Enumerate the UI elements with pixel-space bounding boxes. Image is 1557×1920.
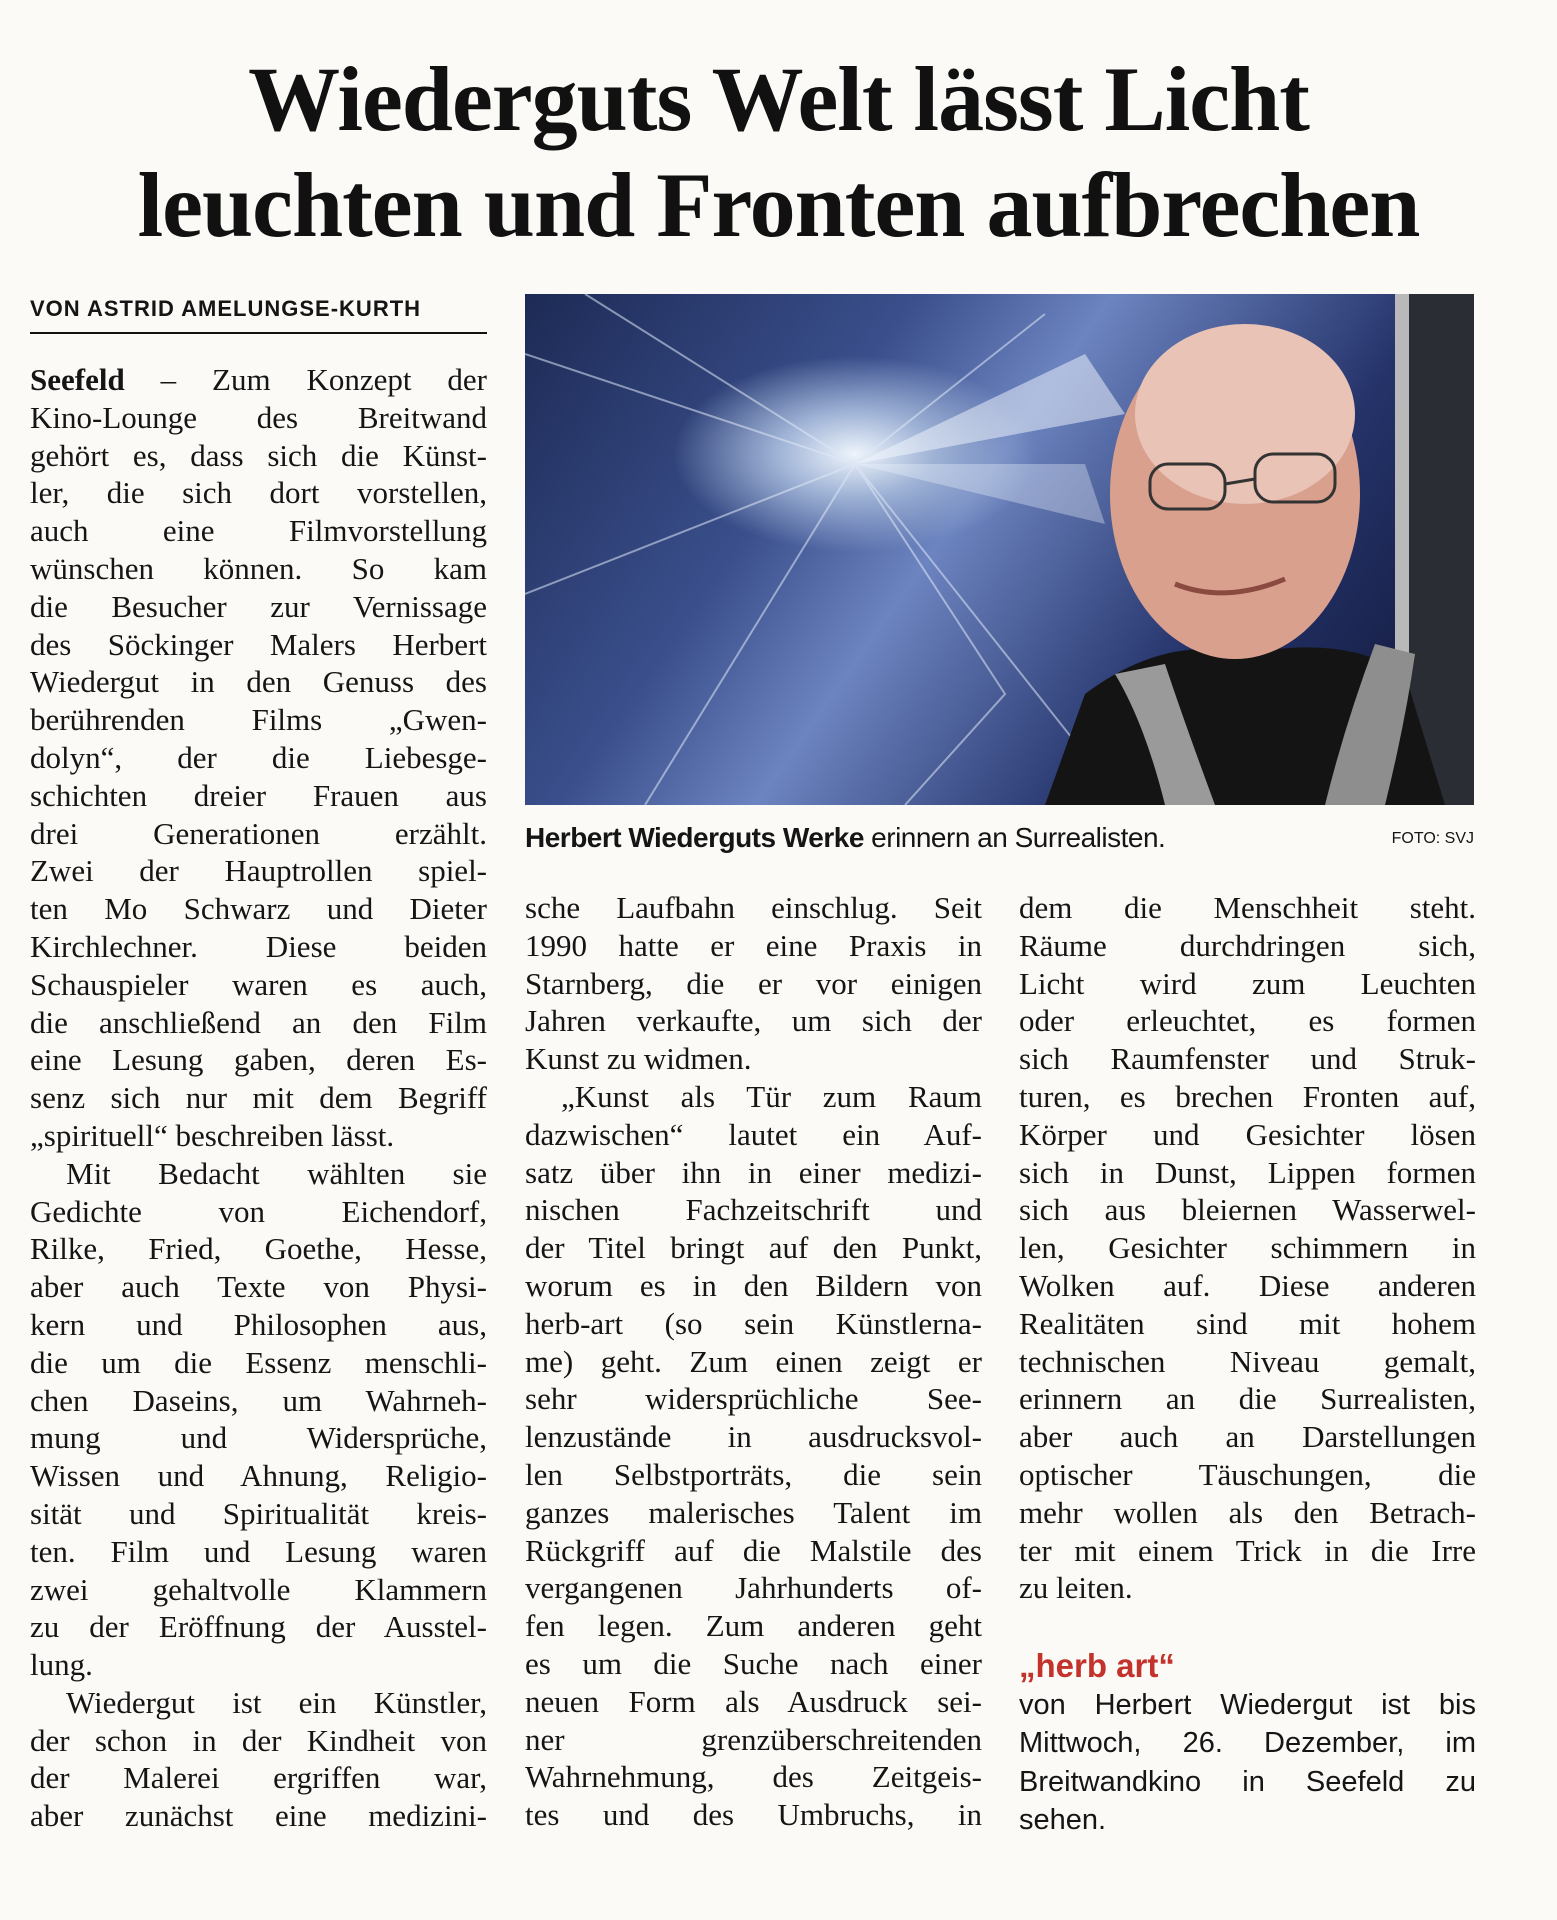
article-line: Kino-Lounge des Breitwand (30, 399, 487, 435)
article-line: Rückgriff auf die Malstile des (525, 1532, 982, 1568)
article-line: Wiedergut ist ein Künstler, (66, 1684, 487, 1720)
article-line: aber zunächst eine medizini- (30, 1798, 487, 1834)
info-line: Breitwandkino in Seefeld zu (1019, 1765, 1476, 1798)
article-line: satz über ihn in einer medizi- (525, 1154, 982, 1190)
article-line: auch eine Filmvorstellung (30, 513, 487, 549)
exhibition-info-box (1019, 1646, 1476, 1840)
article-line: zwei gehaltvolle Klammern (30, 1571, 487, 1607)
article-line: dolyn“, der die Liebesge- (30, 739, 487, 775)
article-line: technischen Niveau gemalt, (1019, 1343, 1476, 1379)
article-line: wünschen können. So kam (30, 550, 487, 586)
article-line: mung und Widersprüche, (30, 1420, 487, 1456)
article-line: Wolken auf. Diese anderen (1019, 1267, 1476, 1303)
article-line: sich in Dunst, Lippen formen (1019, 1154, 1476, 1190)
article-line: Wiedergut in den Genuss des (30, 664, 487, 700)
article-line: zu leiten. (1019, 1570, 1133, 1606)
article-line: kern und Philosophen aus, (30, 1306, 487, 1342)
article-line: lung. (30, 1647, 93, 1683)
article-line: zu der Eröffnung der Ausstel- (30, 1609, 487, 1645)
article-line: dem die Menschheit steht. (1019, 890, 1476, 925)
article-line: Wissen und Ahnung, Religio- (30, 1458, 487, 1494)
headline-line-2: leuchten und Fronten aufbrechen (137, 154, 1420, 256)
article-line: sich aus bleiernen Wasserwel- (1019, 1192, 1476, 1228)
article-line: Seefeld – Zum Konzept der (30, 362, 487, 397)
article-line: sehr widersprüchliche See- (525, 1381, 982, 1417)
article-column-1 (30, 361, 487, 1835)
article-line: Körper und Gesichter lösen (1019, 1116, 1476, 1152)
article-line: worum es in den Bildern von (525, 1267, 982, 1303)
article-line: me) geht. Zum einen zeigt er (525, 1343, 982, 1379)
headline (0, 46, 1557, 258)
article-line: Gedichte von Eichendorf, (30, 1193, 487, 1229)
article-line: Jahren verkaufte, um sich der (525, 1003, 982, 1039)
portrait-illustration (525, 294, 1474, 805)
article-line: gehört es, dass sich die Künst- (30, 437, 487, 473)
article-line: ner grenzüberschreitenden (525, 1721, 982, 1757)
info-line: von Herbert Wiedergut ist bis (1019, 1689, 1476, 1721)
article-line: optischer Täuschungen, die (1019, 1456, 1476, 1492)
article-line: sität und Spiritualität kreis- (30, 1495, 487, 1531)
article-line: dazwischen“ lautet ein Auf- (525, 1116, 982, 1152)
info-heading: „herb art“ (1019, 1647, 1175, 1684)
article-line: turen, es brechen Fronten auf, (1019, 1078, 1476, 1114)
article-line: Rilke, Fried, Goethe, Hesse, (30, 1231, 487, 1267)
article-line: der Malerei ergriffen war, (30, 1760, 487, 1796)
article-line: drei Generationen erzählt. (30, 815, 487, 851)
caption-text: erinnern an Surrealisten. (863, 822, 1166, 853)
article-line: der schon in der Kindheit von (30, 1722, 487, 1758)
article-line: die um die Essenz menschli- (30, 1344, 487, 1380)
article-line: schichten dreier Frauen aus (30, 777, 487, 813)
article-line: „spirituell“ beschreiben lässt. (30, 1117, 395, 1153)
article-line: lenzustände in ausdrucksvol- (525, 1419, 982, 1455)
article-line: Starnberg, die er vor einigen (525, 965, 982, 1001)
photo-caption (525, 822, 1474, 854)
article-line: senz sich nur mit dem Begriff (30, 1080, 487, 1116)
caption-bold: Herbert Wiederguts Werke (525, 822, 864, 853)
article-line: nischen Fachzeitschrift und (525, 1192, 982, 1228)
article-line: len Selbstporträts, die sein (525, 1456, 982, 1492)
article-line: „Kunst als Tür zum Raum (561, 1078, 982, 1114)
article-line: chen Daseins, um Wahrneh- (30, 1382, 487, 1418)
headline-line-1: Wiederguts Welt lässt Licht (248, 48, 1309, 150)
article-line: len, Gesichter schimmern in (1019, 1230, 1476, 1266)
article-line: die anschließend an den Film (30, 1004, 487, 1040)
article-line: sche Laufbahn einschlug. Seit (525, 890, 982, 925)
article-line: ten Mo Schwarz und Dieter (30, 891, 487, 927)
article-line: sich Raumfenster und Struk- (1019, 1041, 1476, 1077)
info-line: Mittwoch, 26. Dezember, im (1019, 1727, 1476, 1760)
article-line: Kunst zu widmen. (525, 1041, 752, 1077)
article-line: Räume durchdringen sich, (1019, 927, 1476, 963)
article-line: des Söckinger Malers Herbert (30, 626, 487, 662)
article-line: Realitäten sind mit hohem (1019, 1305, 1476, 1341)
article-column-3 (1019, 889, 1476, 1607)
article-line: 1990 hatte er eine Praxis in (525, 927, 982, 963)
article-line: Mit Bedacht wählten sie (66, 1155, 487, 1191)
article-line: Schauspieler waren es auch, (30, 966, 487, 1002)
dateline: Seefeld (30, 362, 125, 397)
article-line: ler, die sich dort vorstellen, (30, 475, 487, 511)
article-line: mehr wollen als den Betrach- (1019, 1494, 1476, 1530)
article-line: neuen Form als Ausdruck sei- (525, 1683, 982, 1719)
article-line: ter mit einem Trick in die Irre (1019, 1532, 1476, 1568)
article-line: ganzes malerisches Talent im (525, 1494, 982, 1530)
info-line: sehen. (1019, 1804, 1107, 1837)
article-line: es um die Suche nach einer (525, 1645, 982, 1681)
article-line: berührenden Films „Gwen- (30, 702, 487, 738)
article-line: Kirchlechner. Diese beiden (30, 928, 487, 964)
article-line: ten. Film und Lesung waren (30, 1533, 487, 1569)
article-line: Wahrnehmung, des Zeitgeis- (525, 1759, 982, 1795)
article-photo (525, 294, 1474, 805)
article-line: eine Lesung gaben, deren Es- (30, 1042, 487, 1078)
article-column-2 (525, 889, 982, 1834)
byline: VON ASTRID AMELUNGSE-KURTH (30, 296, 487, 334)
photo-credit: FOTO: SVJ (1391, 830, 1474, 847)
article-line: tes und des Umbruchs, in (525, 1797, 982, 1833)
article-line: erinnern an die Surrealisten, (1019, 1381, 1476, 1417)
article-line: die Besucher zur Vernissage (30, 588, 487, 624)
article-line: Zwei der Hauptrollen spiel- (30, 853, 487, 889)
article-line: vergangenen Jahrhunderts of- (525, 1570, 982, 1606)
article-line: Licht wird zum Leuchten (1019, 965, 1476, 1001)
article-line: der Titel bringt auf den Punkt, (525, 1230, 982, 1266)
article-line: oder erleuchtet, es formen (1019, 1003, 1476, 1039)
article-line: fen legen. Zum anderen geht (525, 1608, 982, 1644)
article-line: aber auch Texte von Physi- (30, 1269, 487, 1305)
article-line: herb-art (so sein Künstlerna- (525, 1305, 982, 1341)
article-line: aber auch an Darstellungen (1019, 1419, 1476, 1455)
